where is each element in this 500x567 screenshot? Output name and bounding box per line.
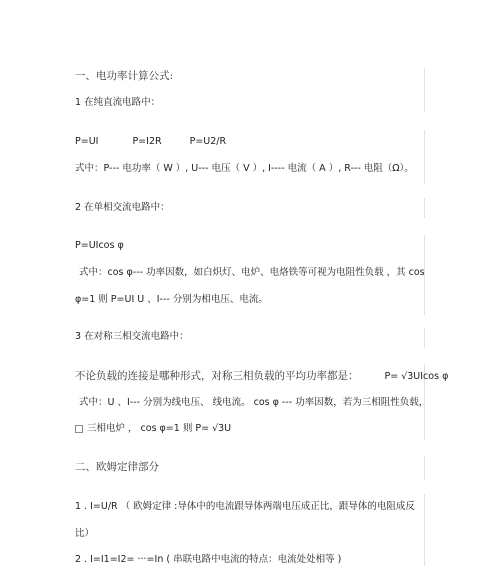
divider <box>424 130 425 184</box>
heading-ohms-law: 二、欧姆定律部分 <box>75 461 159 473</box>
divider <box>424 456 425 480</box>
description-single-phase-1: 式中：cos φ--- 功率因数，如白炽灯、电炉、电烙铁等可视为电阻性负载 ，其 cos <box>79 267 425 278</box>
section-dc-circuit: 1 在纯直流电路中： <box>75 97 161 108</box>
description-dc: 式中：P--- 电功率（ W ）, U--- 电压（ V ）, I---- 电流（ A ）, R--- 电阻（Ω）。 <box>75 163 414 174</box>
checkbox-icon <box>75 425 83 433</box>
formula-single-phase: P=UIcos φ <box>75 240 124 251</box>
divider <box>424 68 425 112</box>
divider <box>424 198 425 218</box>
three-phase-row <box>75 369 448 384</box>
formula-p-u2r: P=U2/R <box>189 136 227 147</box>
ohms-law-2: 2 . I=I1=I2= ···=In ( 串联电路中电流的特点：电流处处相等 ) <box>75 554 342 565</box>
three-phase-text: 不论负载的连接是哪种形式，对称三相负载的平均功率都是： <box>75 370 359 382</box>
description-three-phase-2: 三相电炉 ， cos φ=1 则 P= √3U <box>75 422 231 436</box>
heading-power-formulas: 一、电功率计算公式: <box>75 70 174 82</box>
section-three-phase-ac: 3 在对称三相交流电路中： <box>75 331 189 342</box>
ohms-law-1: 1 . I=U/R （ 欧姆定律 :导体中的电流跟导体两端电压成正比，跟导体的电阻成反 <box>75 501 415 512</box>
description-three-phase-1: 式中：U 、I--- 分别为线电压、 线电流。 cos φ --- 功率因数，若为三相阻性负载， <box>79 397 429 408</box>
ohms-law-1-cont: 比） <box>75 528 95 539</box>
formula-p-i2r: P=I2R <box>132 136 162 147</box>
divider <box>424 328 425 348</box>
formula-p-ui: P=UI <box>75 136 99 147</box>
divider <box>424 494 425 566</box>
description-single-phase-2: φ=1 则 P=UI U 、I--- 分别为相电压、电流。 <box>75 294 268 305</box>
formula-three-phase: P= √3UIcos φ <box>384 371 449 382</box>
section-single-phase-ac: 2 在单相交流电路中： <box>75 202 170 213</box>
formula-row-dc <box>75 135 226 149</box>
